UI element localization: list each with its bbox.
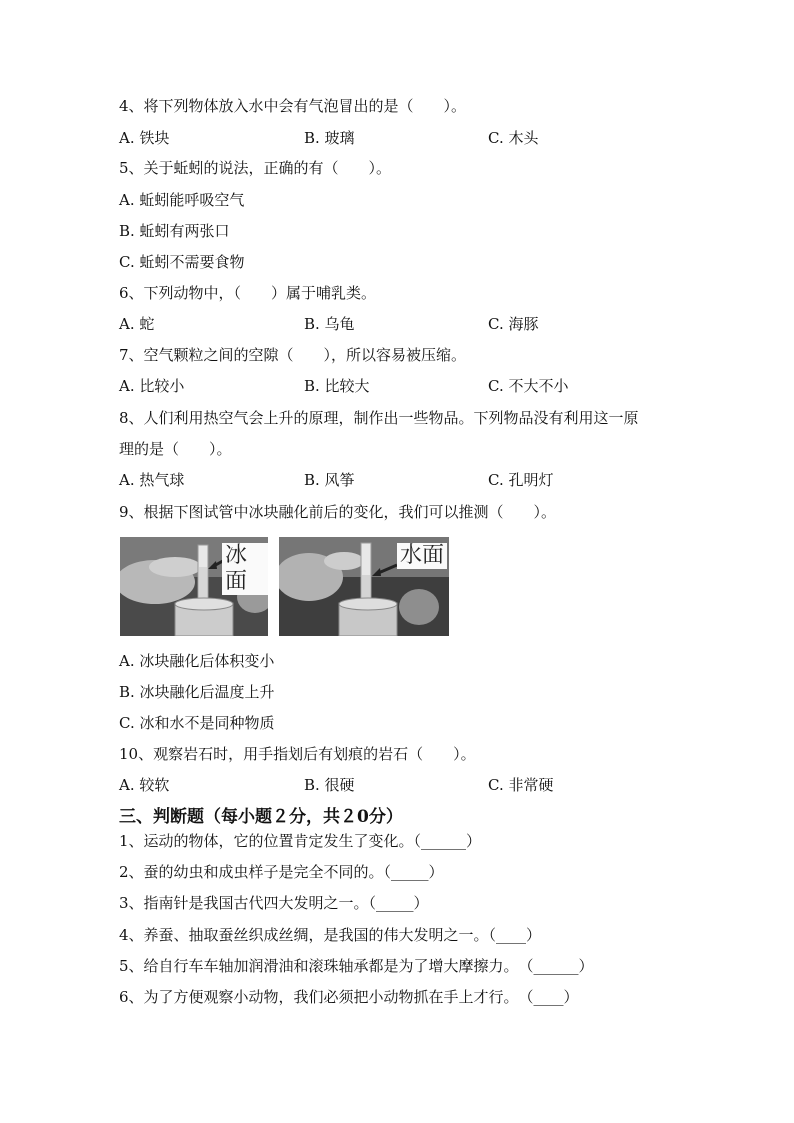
question-9: 9、根据下图试管中冰块融化前后的变化，我们可以推测（ ）。: [119, 503, 557, 521]
q8-option-a: A. 热气球: [119, 471, 185, 489]
q9-option-b: B. 冰块融化后温度上升: [119, 683, 275, 701]
question-4: 4、将下列物体放入水中会有气泡冒出的是（ ）。: [119, 97, 467, 115]
judgement-item-1: 1、运动的物体，它的位置肯定发生了变化。（______）: [119, 832, 482, 850]
q4-option-c: C. 木头: [488, 129, 539, 147]
question-5: 5、关于蚯蚓的说法，正确的有（ ）。: [119, 159, 392, 177]
section-3-title: 三、判断题（每小题２分，共２0分）: [119, 807, 403, 827]
q5-option-b: B. 蚯蚓有两张口: [119, 222, 230, 240]
q5-option-c: C. 蚯蚓不需要食物: [119, 253, 245, 271]
q10-option-c: C. 非常硬: [488, 776, 554, 794]
judgement-item-4: 4、养蚕、抽取蚕丝织成丝绸，是我国的伟大发明之一。（____）: [119, 926, 542, 944]
q7-option-a: A. 比较小: [119, 377, 185, 395]
q10-option-a: A. 较软: [119, 776, 170, 794]
judgement-item-3: 3、指南针是我国古代四大发明之一。（_____）: [119, 894, 429, 912]
water-surface-label: 水面: [397, 543, 447, 569]
q10-option-b: B. 很硬: [304, 776, 355, 794]
q6-option-c: C. 海豚: [488, 315, 539, 333]
question-10: 10、观察岩石时，用手指划后有划痕的岩石（ ）。: [119, 745, 476, 763]
judgement-item-2: 2、蚕的幼虫和成虫样子是完全不同的。（_____）: [119, 863, 444, 881]
q6-option-b: B. 乌龟: [304, 315, 355, 333]
q4-option-a: A. 铁块: [119, 129, 170, 147]
q6-option-a: A. 蛇: [119, 315, 155, 333]
question-8-line-1: 8、人们利用热空气会上升的原理，制作出一些物品。下列物品没有利用这一原: [119, 409, 639, 427]
q7-option-c: C. 不大不小: [488, 377, 569, 395]
ice-surface-label: 冰面: [222, 543, 268, 595]
question-6: 6、下列动物中，（ ）属于哺乳类。: [119, 284, 377, 302]
ice-test-tube-photo: [120, 537, 268, 636]
q4-option-b: B. 玻璃: [304, 129, 355, 147]
q5-option-a: A. 蚯蚓能呼吸空气: [119, 191, 245, 209]
q9-option-c: C. 冰和水不是同种物质: [119, 714, 275, 732]
judgement-item-6: 6、为了方便观察小动物，我们必须把小动物抓在手上才行。 （____）: [119, 988, 579, 1006]
question-7: 7、空气颗粒之间的空隙（ ），所以容易被压缩。: [119, 346, 467, 364]
q8-option-c: C. 孔明灯: [488, 471, 554, 489]
q9-option-a: A. 冰块融化后体积变小: [119, 652, 275, 670]
water-test-tube-photo: [279, 537, 449, 636]
q7-option-b: B. 比较大: [304, 377, 370, 395]
judgement-item-5: 5、给自行车车轴加润滑油和滚珠轴承都是为了增大摩擦力。 （______）: [119, 957, 594, 975]
q8-option-b: B. 风筝: [304, 471, 355, 489]
question-8-line-2: 理的是（ ）。: [119, 440, 232, 458]
